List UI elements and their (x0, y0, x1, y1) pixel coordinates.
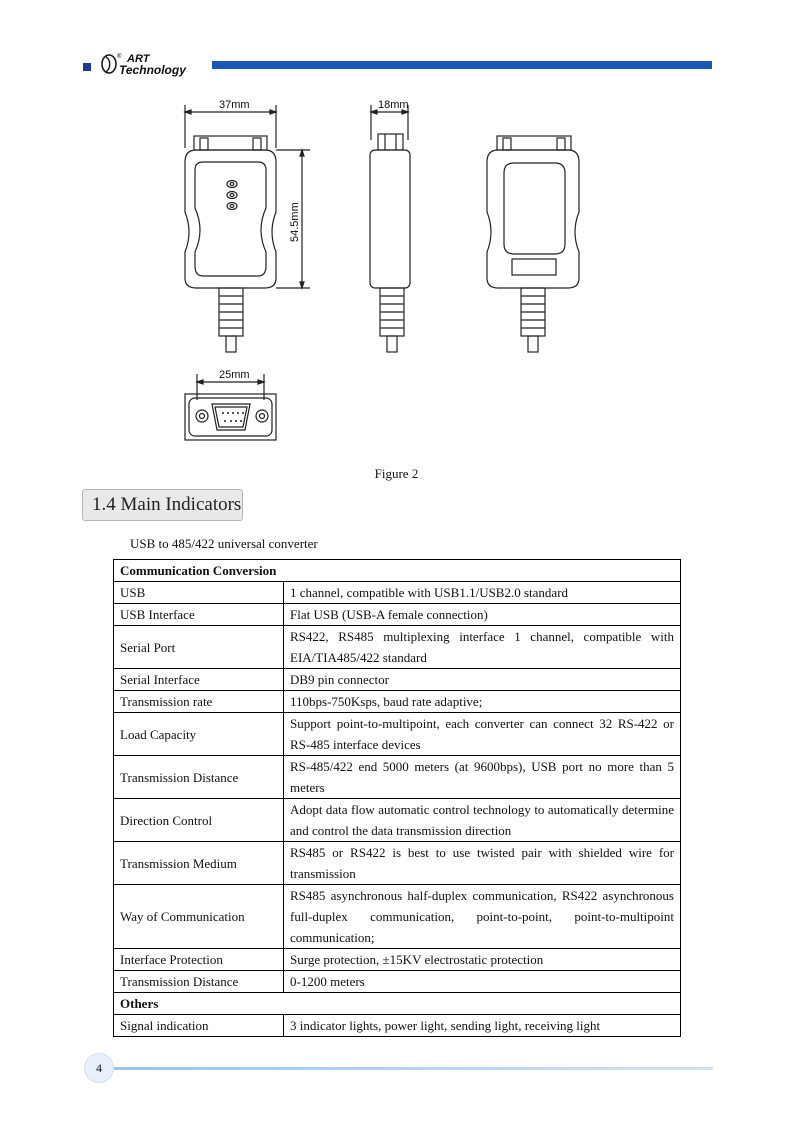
row-label: Direction Control (114, 799, 284, 842)
logo-line2: Technology (119, 63, 186, 77)
row-label: Signal indication (114, 1015, 284, 1037)
row-value: Support point-to-multipoint, each converter can connect 32 RS-422 or RS-485 interface devices (284, 713, 681, 756)
logo-mark: ® (117, 54, 122, 60)
spec-table (113, 559, 681, 1037)
table-row (114, 582, 681, 604)
row-value: RS422, RS485 multiplexing interface 1 channel, compatible with EIA/TIA485/422 standard (284, 626, 681, 669)
dim-db9-label: 25mm (219, 369, 250, 381)
row-value: Surge protection, ±15KV electrostatic protection (284, 949, 681, 971)
row-label: USB Interface (114, 604, 284, 626)
table-row (114, 756, 681, 799)
row-value: RS-485/422 end 5000 meters (at 9600bps), USB port no more than 5 meters (284, 756, 681, 799)
row-value: 3 indicator lights, power light, sending light, receiving light (284, 1015, 681, 1037)
art-technology-logo (100, 50, 204, 78)
row-value: RS485 or RS422 is best to use twisted pair with shielded wire for transmission (284, 842, 681, 885)
page-number: 4 (84, 1053, 114, 1083)
dim-width-label: 37mm (219, 99, 250, 111)
row-label: Serial Interface (114, 669, 284, 691)
footer-line (105, 1067, 713, 1070)
row-label: Serial Port (114, 626, 284, 669)
table-row (114, 885, 681, 949)
table-group-row: Others (114, 993, 681, 1015)
row-value: RS485 asynchronous half-duplex communication, RS422 asynchronous full-duplex communication, point-to-point, point-to-multipoint communication; (284, 885, 681, 949)
row-label: Transmission rate (114, 691, 284, 713)
row-value: Flat USB (USB-A female connection) (284, 604, 681, 626)
header-accent-square (83, 63, 91, 71)
row-label: Transmission Distance (114, 971, 284, 993)
row-label: Load Capacity (114, 713, 284, 756)
row-label: Transmission Distance (114, 756, 284, 799)
table-row (114, 691, 681, 713)
row-value: 110bps-750Ksps, baud rate adaptive; (284, 691, 681, 713)
row-label: USB (114, 582, 284, 604)
row-value: 1 channel, compatible with USB1.1/USB2.0 standard (284, 582, 681, 604)
table-row (114, 971, 681, 993)
table-row (114, 604, 681, 626)
dim-depth-label: 18mm (378, 99, 409, 111)
row-label: Interface Protection (114, 949, 284, 971)
row-label: Way of Communication (114, 885, 284, 949)
table-row (114, 669, 681, 691)
section-heading: 1.4 Main Indicators (82, 489, 243, 521)
table-row (114, 1015, 681, 1037)
table-row (114, 626, 681, 669)
row-value: DB9 pin connector (284, 669, 681, 691)
row-value: Adopt data flow automatic control technology to automatically determine and control the data transmission direction (284, 799, 681, 842)
table-group-row: Communication Conversion (114, 560, 681, 582)
table-row (114, 949, 681, 971)
table-row (114, 799, 681, 842)
table-row (114, 713, 681, 756)
dim-height-label: 54.5mm (289, 202, 301, 242)
figure-caption: Figure 2 (374, 466, 419, 481)
header-bar (212, 61, 712, 69)
row-label: Transmission Medium (114, 842, 284, 885)
section-intro: USB to 485/422 universal converter (130, 536, 318, 551)
row-value: 0-1200 meters (284, 971, 681, 993)
converter-drawing (170, 95, 630, 450)
logo-line1: ART (127, 53, 150, 65)
table-row (114, 842, 681, 885)
